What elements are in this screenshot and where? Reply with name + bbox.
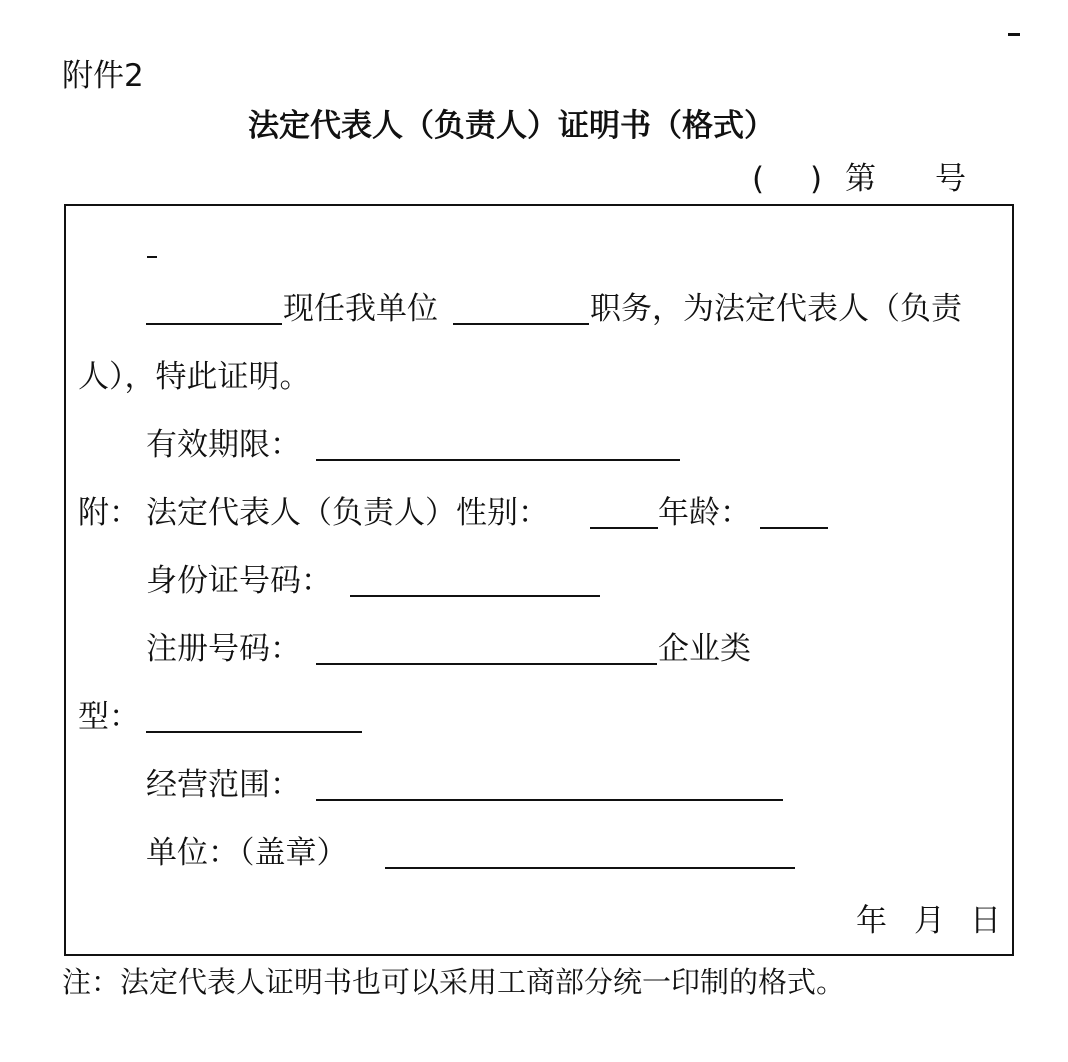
gender-blank-line[interactable]: [590, 527, 658, 529]
name-blank-line[interactable]: [146, 323, 282, 325]
date-day: 日: [970, 903, 1001, 939]
registration-label: 注册号码：: [146, 631, 301, 667]
duty-text: 职务，为法定代表人（负责: [590, 291, 962, 327]
validity-label: 有效期限：: [146, 427, 301, 463]
date-year: 年: [856, 903, 887, 939]
reference-open-paren: (: [752, 161, 765, 197]
attachment-prefix: 附：: [78, 495, 140, 531]
id-number-label: 身份证号码：: [146, 563, 332, 599]
certify-text: 人），特此证明。: [78, 359, 311, 395]
age-blank-line[interactable]: [760, 527, 828, 529]
inner-mark: [147, 256, 157, 258]
unit-seal-label: 单位：（盖章）: [146, 835, 348, 871]
reference-close-paren: ): [810, 161, 823, 197]
date-month: 月: [914, 903, 945, 939]
enterprise-type-blank-line[interactable]: [146, 731, 362, 733]
duty-blank-line[interactable]: [453, 323, 589, 325]
validity-blank-line[interactable]: [316, 459, 680, 461]
registration-blank-line[interactable]: [316, 663, 657, 665]
id-number-blank-line[interactable]: [350, 595, 600, 597]
age-label: 年龄：: [658, 495, 751, 531]
gender-label: 法定代表人（负责人）性别：: [146, 495, 549, 531]
document-title: 法定代表人（负责人）证明书（格式）: [248, 108, 775, 144]
current-position-text: 现任我单位: [283, 291, 438, 327]
enterprise-type-label-part1: 企业类: [658, 631, 751, 667]
reference-di: 第: [845, 161, 876, 197]
enterprise-type-label-part2: 型：: [78, 699, 140, 735]
reference-hao: 号: [935, 161, 966, 197]
corner-mark: [1008, 33, 1020, 36]
footnote: 注：法定代表人证明书也可以采用工商部分统一印制的格式。: [62, 965, 846, 999]
unit-seal-blank-line[interactable]: [385, 867, 795, 869]
annex-label: 附件2: [62, 58, 144, 94]
business-scope-label: 经营范围：: [146, 767, 301, 803]
business-scope-blank-line[interactable]: [316, 799, 783, 801]
